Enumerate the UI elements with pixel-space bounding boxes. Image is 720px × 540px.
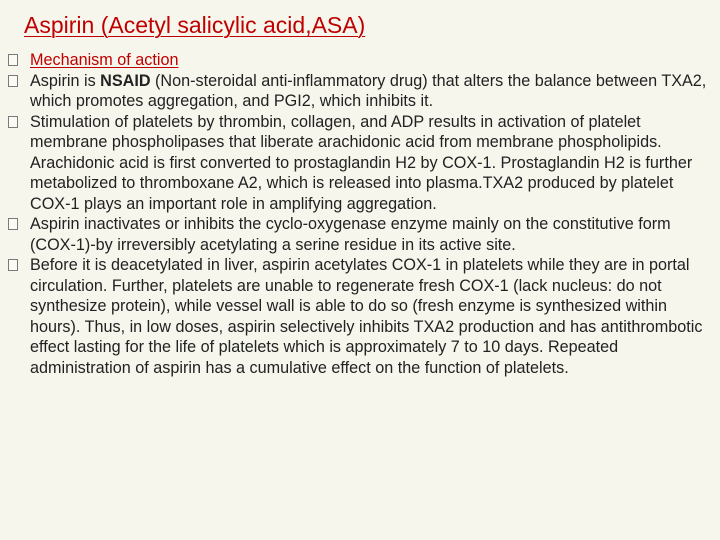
bullet-item-deacetylation: [8, 255, 712, 378]
section-heading: Mechanism of action: [30, 51, 179, 69]
bullet-text-pre: Aspirin is: [30, 71, 101, 90]
square-bullet-icon: [8, 75, 18, 87]
square-bullet-icon: [8, 54, 18, 66]
bullet-item-heading: [8, 50, 712, 71]
bullet-text: Stimulation of platelets by thrombin, collagen, and ADP results in activation of platelet membrane phospholipases that liberate arachidonic acid from membrane phospholipids. Arachidonic acid is first converted to prostaglandin H2 by COX-1. Prostaglandin H2 is further metabolized to thromboxane A2, which is released into plasma.TXA2 produced by platelet COX-1 plays an important role in amplifying aggregation.: [30, 112, 693, 213]
bullet-text-post: (Non-steroidal anti-inflammatory drug) that alters the balance between TXA2, which promotes aggregation, and PGI2, which inhibits it.: [30, 71, 707, 110]
bullet-text: Aspirin inactivates or inhibits the cyclo-oxygenase enzyme mainly on the constitutive form (COX-1)-by irreversibly acetylating a serine residue in its active site.: [30, 215, 671, 254]
bullet-item-inactivation: [8, 214, 712, 255]
bullet-item-nsaid: [8, 71, 712, 112]
bullet-list: [8, 50, 712, 378]
bullet-item-stimulation: [8, 112, 712, 215]
square-bullet-icon: [8, 116, 18, 128]
square-bullet-icon: [8, 259, 18, 271]
bullet-text: Before it is deacetylated in liver, aspirin acetylates COX-1 in platelets while they are in portal circulation. Further, platelets are unable to regenerate fresh COX-1 (lack nucleus: do not synthesize protein), while vessel wall is able to do so (fresh enzyme is synthesized within hours). Thus, in low doses, aspirin selectively inhibits TXA2 production and has antithrombotic effect lasting for the life of platelets which is approximately 7 to 10 days. Repeated administration of aspirin has a cumulative effect on the function of platelets.: [30, 256, 703, 377]
slide-title: Aspirin (Acetyl salicylic acid,ASA): [24, 12, 366, 38]
square-bullet-icon: [8, 218, 18, 230]
bullet-text-bold: NSAID: [100, 71, 151, 90]
